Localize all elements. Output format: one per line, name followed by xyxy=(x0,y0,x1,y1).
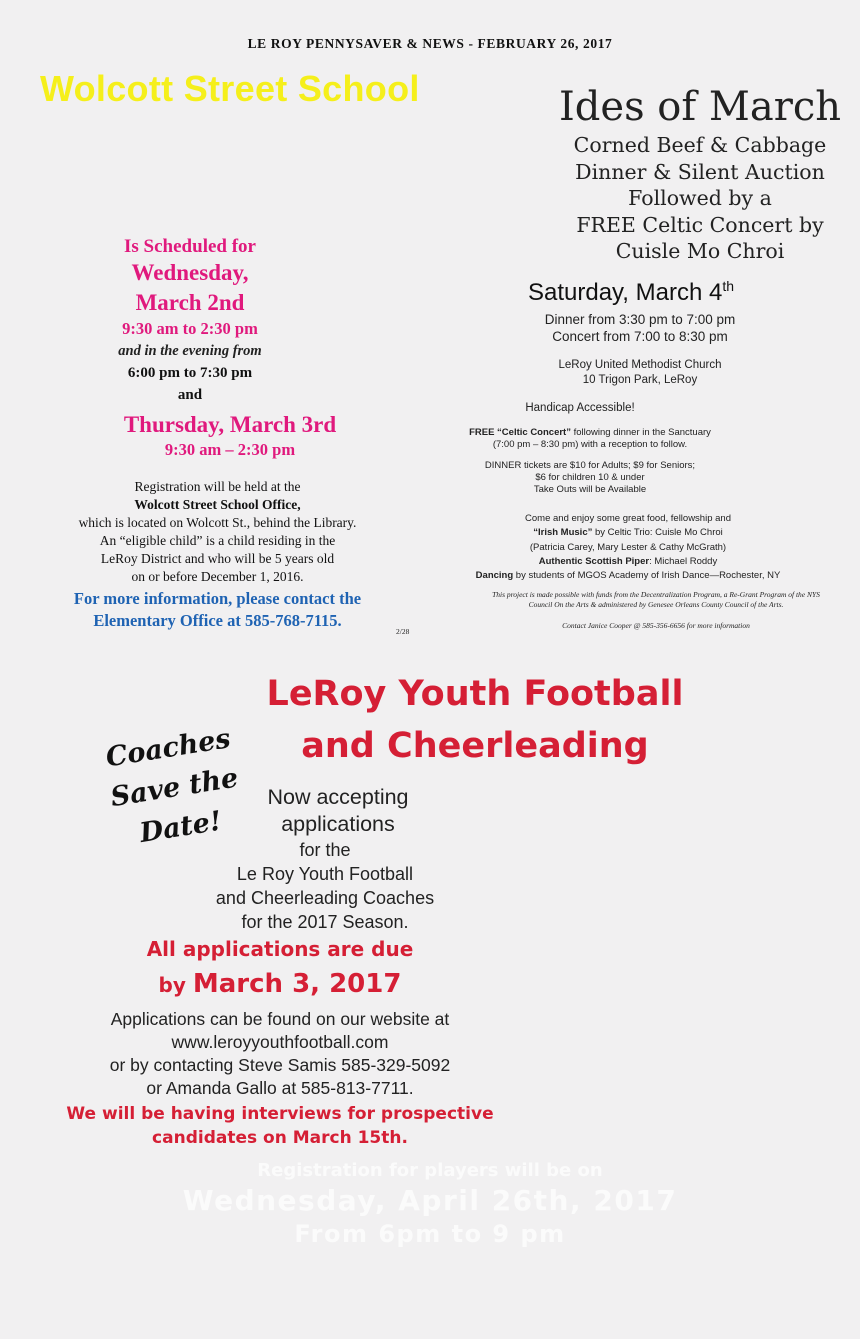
ides-sub-line: Followed by a xyxy=(628,186,772,210)
evening-label: and in the evening from xyxy=(118,343,262,359)
concert-note xyxy=(440,427,740,451)
football-title-line: LeRoy Youth Football xyxy=(266,674,684,714)
ticket-line: Take Outs will be Available xyxy=(533,484,647,495)
concert-line xyxy=(440,427,740,439)
interviews-line: candidates on March 15th. xyxy=(152,1128,408,1148)
enjoy-block xyxy=(438,512,818,583)
wolcott-title: Wolcott Street School xyxy=(40,68,420,109)
piper-rest: : Michael Roddy xyxy=(649,555,718,567)
concert-rest: following dinner in the Sanctuary xyxy=(570,427,711,438)
due-date-line xyxy=(80,967,480,1003)
ticket-line: $6 for children 10 & under xyxy=(535,472,645,483)
accepting-line: Now accepting xyxy=(267,785,409,809)
players-line: Registration for players will be on xyxy=(257,1160,603,1181)
interviews-note xyxy=(20,1102,540,1150)
accepting-text xyxy=(198,784,478,838)
enjoy-line: Come and enjoy some great food, fellowship and xyxy=(525,513,731,524)
piper-bold: Authentic Scottish Piper xyxy=(538,555,650,567)
dancing-bold: Dancing xyxy=(475,570,514,582)
evening-time: 6:00 pm to 7:30 pm xyxy=(127,365,253,381)
day2-time: 9:30 am – 2:30 pm xyxy=(164,440,296,459)
apps-line: or Amanda Gallo at 585-813-7711. xyxy=(146,1078,414,1098)
ides-of-march-block xyxy=(540,82,860,265)
day1-line2: March 2nd xyxy=(135,290,245,315)
website-link[interactable]: www.leroyyouthfootball.com xyxy=(171,1032,389,1052)
ides-venue xyxy=(520,358,760,388)
ides-date-sup: th xyxy=(722,278,734,294)
for-line: for the xyxy=(299,840,351,860)
apps-line: Applications can be found on our website at xyxy=(110,1009,450,1029)
dancing-line xyxy=(438,569,818,583)
contact-note: Contact Janice Cooper @ 585-356-6656 for more information xyxy=(562,621,750,630)
accepting-line: applications xyxy=(281,812,395,836)
registration-info xyxy=(40,478,395,586)
ides-sub-line: FREE Celtic Concert by xyxy=(576,212,824,237)
day2-block xyxy=(80,410,380,460)
info-line: For more information, please contact the xyxy=(73,589,362,608)
contact-info xyxy=(40,588,395,632)
ides-times xyxy=(520,311,760,345)
due-line: All applications are due xyxy=(146,937,414,961)
newspaper-header: LE ROY PENNYSAVER & NEWS - FEBRUARY 26, 2017 xyxy=(247,36,613,51)
ides-sub-line: Cuisle Mo Chroi xyxy=(615,239,785,263)
reg-line: An “eligible child” is a child residing in the xyxy=(99,533,336,548)
music-bold: “Irish Music” xyxy=(533,527,593,539)
coaches-line: Date! xyxy=(137,805,224,850)
concert-line-2: (7:00 pm – 8:30 pm) with a reception to follow. xyxy=(492,439,688,450)
reg-line: which is located on Wolcott St., behind the Library. xyxy=(78,515,357,530)
concert-time: Concert from 7:00 to 8:30 pm xyxy=(552,329,728,344)
players-date: Wednesday, April 26th, 2017 xyxy=(182,1184,678,1217)
ides-date-text: Saturday, March 4 xyxy=(528,279,723,306)
ides-sub-line: Dinner & Silent Auction xyxy=(575,159,825,184)
handicap-note: Handicap Accessible! xyxy=(525,402,635,414)
for-line: for the 2017 Season. xyxy=(241,912,409,932)
coaches-line: Coaches xyxy=(103,723,233,774)
day1-line1: Wednesday, xyxy=(131,260,249,285)
reg-line: Wolcott Street School Office, xyxy=(134,497,301,512)
school-schedule xyxy=(40,236,340,406)
dancing-rest: by students of MGOS Academy of Irish Dance—Rochester, NY xyxy=(513,570,781,582)
reg-line: on or before December 1, 2016. xyxy=(131,569,304,584)
for-line: and Cheerleading Coaches xyxy=(215,888,435,908)
reg-line: Registration will be held at the xyxy=(134,479,301,494)
ides-subtitle xyxy=(540,132,860,265)
and-label: and xyxy=(177,387,203,403)
interviews-line: We will be having interviews for prospective xyxy=(66,1104,494,1124)
music-line xyxy=(438,526,818,540)
page-stamp: 2/28 xyxy=(396,627,410,636)
coaches-line: Save the xyxy=(108,762,241,814)
ides-sub-line: Corned Beef & Cabbage xyxy=(573,133,827,157)
ticket-line: DINNER tickets are $10 for Adults; $9 for Seniors; xyxy=(484,460,696,471)
apps-line: or by contacting Steve Samis 585-329-5092 xyxy=(109,1055,451,1075)
piper-line xyxy=(438,555,818,569)
day2-date: Thursday, March 3rd xyxy=(123,412,337,437)
due-date: March 3, 2017 xyxy=(192,969,402,999)
music-rest: by Celtic Trio: Cuisle Mo Chroi xyxy=(592,527,723,539)
ides-title: Ides of March xyxy=(558,84,841,130)
reg-line: LeRoy District and who will be 5 years old xyxy=(100,551,335,566)
funding-line: This project is made possible with funds from the Decentralization Program, a Re-Grant Program of the NYS xyxy=(492,590,820,599)
dinner-time: Dinner from 3:30 pm to 7:00 pm xyxy=(544,312,736,327)
player-registration xyxy=(100,1158,760,1250)
ides-date xyxy=(528,278,734,307)
venue-name: LeRoy United Methodist Church xyxy=(558,359,722,371)
ticket-info xyxy=(440,460,740,496)
concert-bold: FREE “Celtic Concert” xyxy=(469,427,571,438)
venue-address: 10 Trigon Park, LeRoy xyxy=(582,374,698,386)
due-by: by xyxy=(158,973,193,997)
applications-info xyxy=(40,1008,520,1100)
day1-time: 9:30 am to 2:30 pm xyxy=(122,319,258,338)
for-line: Le Roy Youth Football xyxy=(236,864,414,884)
info-line: Elementary Office at 585-768-7115. xyxy=(93,611,342,630)
due-date-block xyxy=(80,932,480,1003)
scheduled-label: Is Scheduled for xyxy=(124,236,256,257)
players-time: From 6pm to 9 pm xyxy=(294,1220,566,1248)
football-title-line: and Cheerleading xyxy=(301,726,649,766)
for-the-text xyxy=(160,838,490,934)
football-title xyxy=(150,668,800,772)
funding-note xyxy=(446,590,860,610)
funding-line: Council On the Arts & administered by Genesee Orleans County Council of the Arts. xyxy=(528,600,784,609)
trio-line: (Patricia Carey, Mary Lester & Cathy McGrath) xyxy=(529,541,727,553)
